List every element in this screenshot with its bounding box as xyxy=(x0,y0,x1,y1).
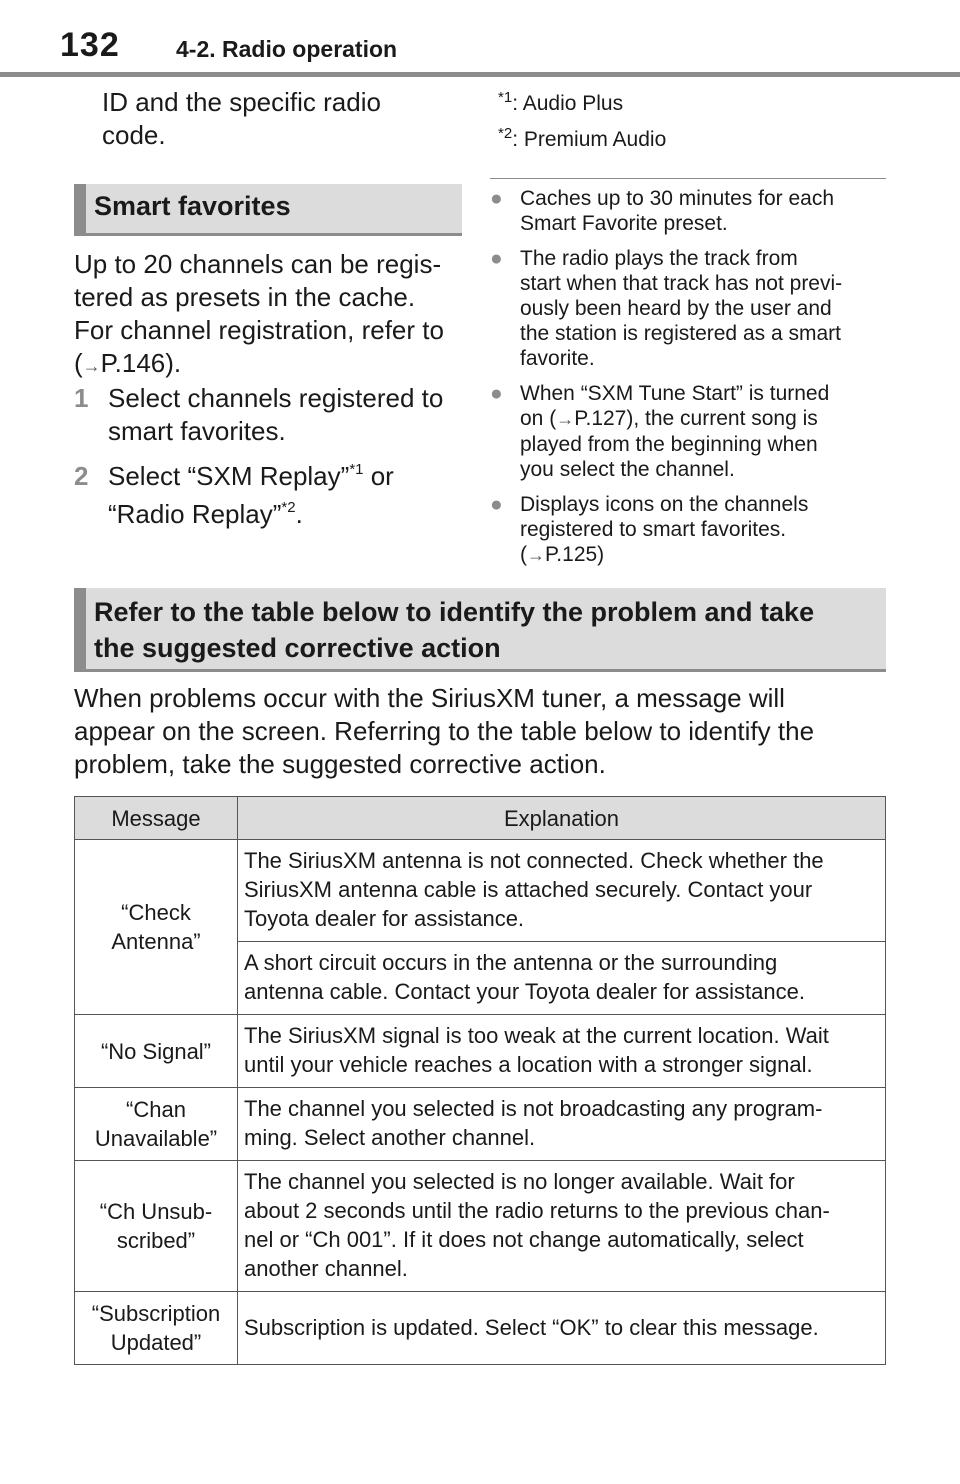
right-arrow-icon: → xyxy=(82,356,101,376)
footnote: $^{*2}$: Premium Audio xyxy=(498,125,667,151)
problem-table-heading: Refer to the table below to identify the problem and take the suggested corrective action xyxy=(74,588,886,672)
table-row xyxy=(75,1088,886,1161)
step-2: 2 Select “SXM Replay”$^{*1}$ or “Radio Replay”$^{*2}$. xyxy=(74,458,474,532)
footnote: $^{*1}$: Audio Plus xyxy=(498,89,624,115)
smart-favorites-intro: Up to 20 channels can be regis- tered as presets in the cache. For channel registration, refer to (→P.146). xyxy=(74,249,444,378)
message-cell: “Chan Unavailable” xyxy=(75,1088,238,1161)
page-reference[interactable]: P.127 xyxy=(574,407,627,430)
column-header-message: Message xyxy=(75,797,238,840)
table-row xyxy=(75,1161,886,1292)
bullet-circle-icon: ● xyxy=(490,493,503,516)
bullet-circle-icon: ● xyxy=(490,187,503,210)
explanation-cell: The SiriusXM antenna is not connected. Check whether the SiriusXM antenna cable is attached securely. Contact your Toyota dealer for assistance. xyxy=(238,840,886,942)
bullet-circle-icon: ● xyxy=(490,382,503,405)
list-item: ● Caches up to 30 minutes for each Smart Favorite preset. xyxy=(490,187,835,235)
smart-favorites-notes xyxy=(490,186,890,578)
bullet-circle-icon: ● xyxy=(490,247,503,270)
right-arrow-icon: → xyxy=(527,545,545,565)
list-item: ● When “SXM Tune Start” is turned on (→P.127), the current song is played from the beginning when you select the channel. xyxy=(490,382,830,481)
smart-favorites-heading: Smart favorites xyxy=(74,184,462,236)
step-number: 2 xyxy=(74,461,89,491)
explanation-cell: Subscription is updated. Select “OK” to clear this message. xyxy=(238,1292,886,1365)
list-item: ● The radio plays the track from start when that track has not previ- ously been heard by the user and the station is registered as a smart favorite. xyxy=(490,247,843,370)
page-number: 132 xyxy=(60,26,120,64)
continued-text: ID and the specific radio code. xyxy=(102,87,381,150)
footnotes xyxy=(498,86,666,158)
message-cell: “Check Antenna” xyxy=(75,840,238,1015)
table-row xyxy=(75,1015,886,1088)
footnote-mark: *1 xyxy=(349,461,364,478)
explanation-cell: A short circuit occurs in the antenna or the surrounding antenna cable. Contact your Toyota dealer for assistance. xyxy=(238,942,886,1015)
page-reference[interactable]: P.125 xyxy=(545,543,598,566)
problem-intro: When problems occur with the SiriusXM tuner, a message will appear on the screen. Referring to the table below to identify the problem, take the suggested corrective action. xyxy=(74,683,815,779)
divider xyxy=(490,178,886,179)
step-1: 1 Select channels registered to smart favorites. xyxy=(74,383,444,446)
table-header-row xyxy=(75,797,886,840)
step-number: 1 xyxy=(74,383,89,413)
message-table xyxy=(74,796,886,1365)
column-header-explanation: Explanation xyxy=(238,797,886,840)
message-cell: “No Signal” xyxy=(75,1015,238,1088)
list-item: ● Displays icons on the channels registered to smart favorites. (→P.125) xyxy=(490,493,809,566)
message-cell: “Subscription Updated” xyxy=(75,1292,238,1365)
table-row xyxy=(75,840,886,942)
header-rule xyxy=(0,72,960,77)
table-row xyxy=(75,1292,886,1365)
section-title: 4-2. Radio operation xyxy=(176,36,398,62)
explanation-cell: The channel you selected is not broadcasting any program- ming. Select another channel. xyxy=(238,1088,886,1161)
message-cell: “Ch Unsub- scribed” xyxy=(75,1161,238,1292)
explanation-cell: The SiriusXM signal is too weak at the current location. Wait until your vehicle reaches a location with a stronger signal. xyxy=(238,1015,886,1088)
right-arrow-icon: → xyxy=(556,409,575,429)
page-reference[interactable]: P.146 xyxy=(100,348,166,378)
explanation-cell: The channel you selected is no longer available. Wait for about 2 seconds until the radio returns to the previous chan- nel or “Ch 001”. If it does not change automatically, select another channel. xyxy=(238,1161,886,1292)
footnote-mark: *2 xyxy=(281,499,296,516)
